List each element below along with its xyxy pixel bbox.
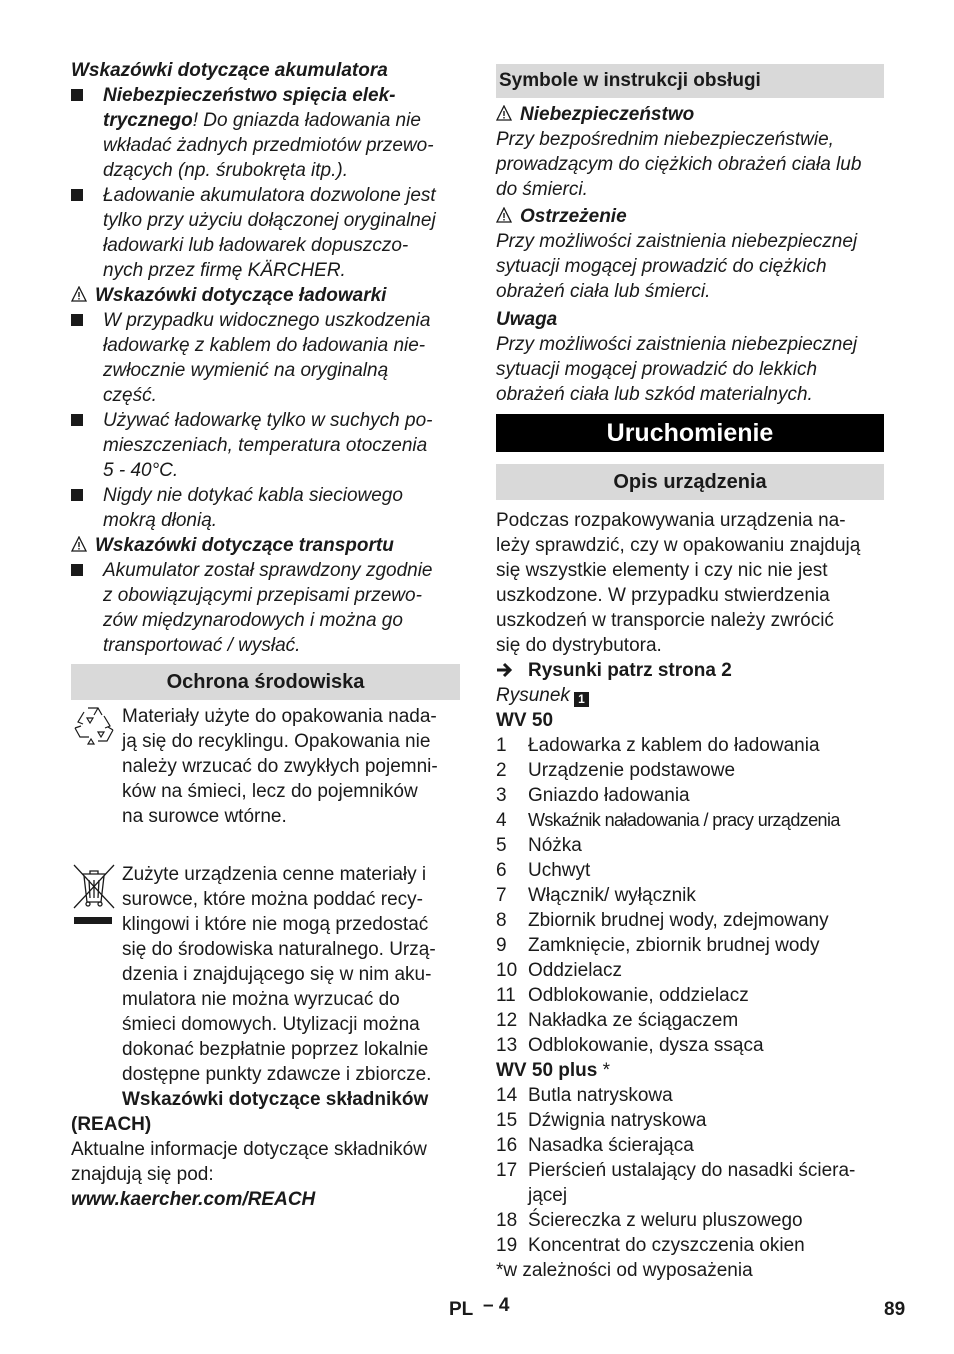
list-item [496, 1233, 884, 1258]
symbols-section-header: Symbole w instrukcji obsługi [496, 64, 884, 98]
item-number: 19 [496, 1235, 518, 1256]
model-asterisk: * [597, 1060, 611, 1081]
item-text: Zamknięcie, zbiornik brudnej wody [528, 935, 820, 956]
item-number: 16 [496, 1135, 518, 1156]
item-text: Dźwignia natryskowa [528, 1110, 707, 1131]
item-text: Butla natryskowa [528, 1085, 673, 1106]
warning-icon [71, 536, 87, 552]
item-text: Nóżka [528, 835, 582, 856]
env-section-header: Ochrona środowiska [71, 664, 460, 700]
reach-title-1: Wskazówki dotyczące składników [122, 1089, 429, 1110]
list-item [496, 808, 884, 833]
item-text: Włącznik/ wyłącznik [528, 885, 696, 906]
text-line: Ładowanie akumulatora dozwolone jest [103, 185, 436, 206]
item-text: Nakładka ze ściągaczem [528, 1010, 739, 1031]
text-line: mulatora nie można wyrzucać do [122, 989, 400, 1010]
warning-title-row [496, 204, 884, 229]
item-text: Nasadka ścierająca [528, 1135, 694, 1156]
text-line: tylko przy użyciu dołączonej oryginalnej [103, 210, 436, 231]
list-item [496, 1108, 884, 1133]
text-line: śmieci domowych. Utylizacji można [122, 1014, 420, 1035]
left-column [71, 58, 460, 1212]
footer-lang: PL [449, 1299, 474, 1320]
item-number: 2 [496, 760, 507, 781]
battery-item-1-bold: Niebezpieczeństwo spięcia elek- [103, 85, 396, 106]
text-line: ładowarkę z kablem do ładowania nie- [103, 335, 426, 356]
text-line: Podczas rozpakowywania urządzenia na- [496, 510, 846, 531]
text-line: Używać ładowarkę tylko w suchych po- [103, 410, 433, 431]
warning-text [496, 229, 884, 304]
item-text: Uchwyt [528, 860, 591, 881]
item-number: 17 [496, 1160, 518, 1181]
figures-ref-row [496, 658, 884, 683]
text-line: obrażeń ciała lub szkód materialnych. [496, 384, 813, 405]
footnote: *w zależności od wyposażenia [496, 1260, 753, 1281]
text-line: Zużyte urządzenia cenne materiały i [122, 864, 427, 885]
model-wv50plus: WV 50 plus [496, 1060, 598, 1081]
item-number: 1 [496, 735, 507, 756]
item-text: Ściereczka z weluru pluszowego [528, 1210, 803, 1231]
item-number: 7 [496, 885, 507, 906]
text-line: uszkodzone. W przypadku stwierdzenia [496, 585, 830, 606]
parts-list-2 [496, 1083, 884, 1258]
text-line: dostępne punkty zdawcze i zbiorcze. [122, 1064, 432, 1085]
text-line: dokonać bezpłatnie poprzez lokalnie [122, 1039, 429, 1060]
text-line: Przy bezpośrednim niebezpieczeństwie, [496, 129, 834, 150]
charger-title-row [71, 283, 460, 308]
item-number: 13 [496, 1035, 518, 1056]
list-item [496, 908, 884, 933]
item-text: Odblokowanie, oddzielacz [528, 985, 749, 1006]
item-text-line: jącej [528, 1185, 568, 1206]
text-line: Materiały użyte do opakowania nada- [122, 706, 437, 727]
text-line: do śmierci. [496, 179, 588, 200]
text-line: część. [103, 385, 157, 406]
item-number: 4 [496, 810, 507, 831]
list-item [496, 883, 884, 908]
item-number: 9 [496, 935, 507, 956]
text-line: obrażeń ciała lub śmierci. [496, 281, 711, 302]
arrow-right-icon [496, 662, 518, 678]
reach-text [71, 1137, 460, 1187]
text-line: W przypadku widocznego uszkodzenia [103, 310, 431, 331]
transport-title-row [71, 533, 460, 558]
text-line: się do dystrybutora. [496, 635, 662, 656]
bullet-square [71, 564, 83, 576]
text-line: dzących (np. śrubokręta itp.). [103, 160, 348, 181]
text-line: leży sprawdzić, czy w opakowaniu znajdują [496, 535, 861, 556]
list-item [496, 833, 884, 858]
battery-item-1 [71, 83, 460, 183]
crossed-bin-icon [71, 862, 117, 928]
item-text: Oddzielacz [528, 960, 622, 981]
text-line: Nigdy nie dotykać kabla sieciowego [103, 485, 403, 506]
figures-ref: Rysunki patrz strona 2 [528, 660, 732, 681]
charger-title: Wskazówki dotyczące ładowarki [95, 285, 387, 306]
list-item [496, 1158, 884, 1208]
text-line: dzenia i znajdującego się w nim aku- [122, 964, 432, 985]
warning-icon [496, 105, 512, 121]
list-item [496, 733, 884, 758]
text-line: wkładać żadnych przedmiotów przewo- [103, 135, 434, 156]
item-text: Ładowarka z kablem do ładowania [528, 735, 820, 756]
item-number: 3 [496, 785, 507, 806]
desc-text [496, 508, 884, 658]
transport-title: Wskazówki dotyczące transportu [95, 535, 394, 556]
text-line: nych przez firmę KÄRCHER. [103, 260, 346, 281]
item-text-line: Pierścień ustalający do nasadki ściera- [528, 1160, 856, 1181]
battery-title: Wskazówki dotyczące akumulatora [71, 60, 388, 81]
charger-item-3 [71, 483, 460, 533]
warning-title: Ostrzeżenie [520, 206, 627, 227]
text-line: się do środowiska naturalnego. Urzą- [122, 939, 436, 960]
text-line: mieszczeniach, temperatura otoczenia [103, 435, 428, 456]
text-line: należy wrzucać do zwykłych pojemni- [122, 756, 438, 777]
text-line: klingowi i które nie mogą przedostać [122, 914, 429, 935]
caution-text [496, 332, 884, 407]
desc-section-header: Opis urządzenia [496, 464, 884, 500]
danger-title: Niebezpieczeństwo [520, 104, 695, 125]
list-item [496, 858, 884, 883]
list-item [496, 783, 884, 808]
list-item [496, 1033, 884, 1058]
page-number: 89 [884, 1299, 906, 1320]
charger-item-1 [71, 308, 460, 408]
item-text: Urządzenie podstawowe [528, 760, 736, 781]
item-text [528, 1158, 884, 1208]
list-item [496, 958, 884, 983]
bullet-square [71, 489, 83, 501]
item-text: Zbiornik brudnej wody, zdejmowany [528, 910, 829, 931]
battery-item-1-bold2: trycznego [103, 110, 193, 131]
text-line: sytuacji mogącej prowadzić do lekkich [496, 359, 818, 380]
item-number: 18 [496, 1210, 518, 1231]
text-line: Przy możliwości zaistnienia niebezpiecznej [496, 334, 858, 355]
list-item [496, 1133, 884, 1158]
list-item [496, 1008, 884, 1033]
warning-icon [496, 207, 512, 223]
warning-icon [71, 286, 87, 302]
reach-title-2: (REACH) [71, 1114, 152, 1135]
list-item [496, 983, 884, 1008]
text-line: 5 - 40°C. [103, 460, 179, 481]
transport-item-1 [71, 558, 460, 658]
charger-item-2 [71, 408, 460, 483]
text-line: Aktualne informacje dotyczące składników [71, 1139, 427, 1160]
text-line: prowadzącym do ciężkich obrażeń ciała lub [496, 154, 862, 175]
text-line: ładowarki lub ładowarek dopuszczo- [103, 235, 409, 256]
weee-block [71, 862, 460, 1087]
recycle-icon [71, 704, 117, 748]
text-line: ków na śmieci, lecz do pojemników [122, 781, 418, 802]
bullet-square [71, 414, 83, 426]
figure-label-row [496, 683, 884, 708]
text-line: z obowiązującymi przepisami przewo- [103, 585, 422, 606]
item-number: 11 [496, 985, 516, 1006]
bullet-square [71, 189, 83, 201]
text-line: mokrą dłonią. [103, 510, 218, 531]
caution-title: Uwaga [496, 309, 558, 330]
text-line: się wszystkie elementy i czy nic nie jest [496, 560, 828, 581]
text-line: Przy możliwości zaistnienia niebezpiecznej [496, 231, 858, 252]
item-text: Gniazdo ładowania [528, 785, 690, 806]
item-number: 14 [496, 1085, 518, 1106]
danger-text [496, 127, 884, 202]
footer-local-page: – 4 [483, 1295, 510, 1316]
text-line: transportować / wysłać. [103, 635, 301, 656]
text-line: zwłocznie wymienić na oryginalną [103, 360, 389, 381]
danger-title-row [496, 102, 884, 127]
item-number: 15 [496, 1110, 518, 1131]
list-item [496, 1083, 884, 1108]
item-text: Koncentrat do czyszczenia okien [528, 1235, 805, 1256]
text-line: na surowce wtórne. [122, 806, 287, 827]
item-text: Wskaźnik naładowania / pracy urządzenia [528, 810, 840, 830]
model-wv50: WV 50 [496, 710, 554, 731]
item-number: 12 [496, 1010, 518, 1031]
list-item [496, 758, 884, 783]
battery-item-2 [71, 183, 460, 283]
figure-label: Rysunek [496, 685, 570, 706]
text-line: uszkodzeń w transporcie należy zwrócić [496, 610, 834, 631]
item-number: 5 [496, 835, 507, 856]
list-item [496, 933, 884, 958]
item-number: 6 [496, 860, 507, 881]
item-text: Odblokowanie, dysza ssąca [528, 1035, 764, 1056]
text-line: sytuacji mogącej prowadzić do ciężkich [496, 256, 827, 277]
text-line: Akumulator został sprawdzony zgodnie [103, 560, 433, 581]
parts-list-1 [496, 733, 884, 1058]
item-number: 8 [496, 910, 507, 931]
text-line: zów międzynarodowych i można go [103, 610, 403, 631]
text-line: surowce, które można poddać recy- [122, 889, 423, 910]
list-item [496, 1208, 884, 1233]
figure-number-badge: 1 [574, 692, 589, 707]
battery-item-1-rest: ! Do gniazda ładowania nie [192, 110, 421, 131]
model-wv50plus-row [496, 1058, 884, 1083]
bullet-square [71, 89, 83, 101]
item-number: 10 [496, 960, 518, 981]
recycle-block [71, 704, 460, 829]
right-column [496, 64, 884, 1283]
chapter-title: Uruchomienie [496, 414, 884, 452]
bullet-square [71, 314, 83, 326]
reach-url[interactable]: www.kaercher.com/REACH [71, 1189, 316, 1210]
text-line: ją się do recyklingu. Opakowania nie [122, 731, 431, 752]
text-line: znajdują się pod: [71, 1164, 214, 1185]
